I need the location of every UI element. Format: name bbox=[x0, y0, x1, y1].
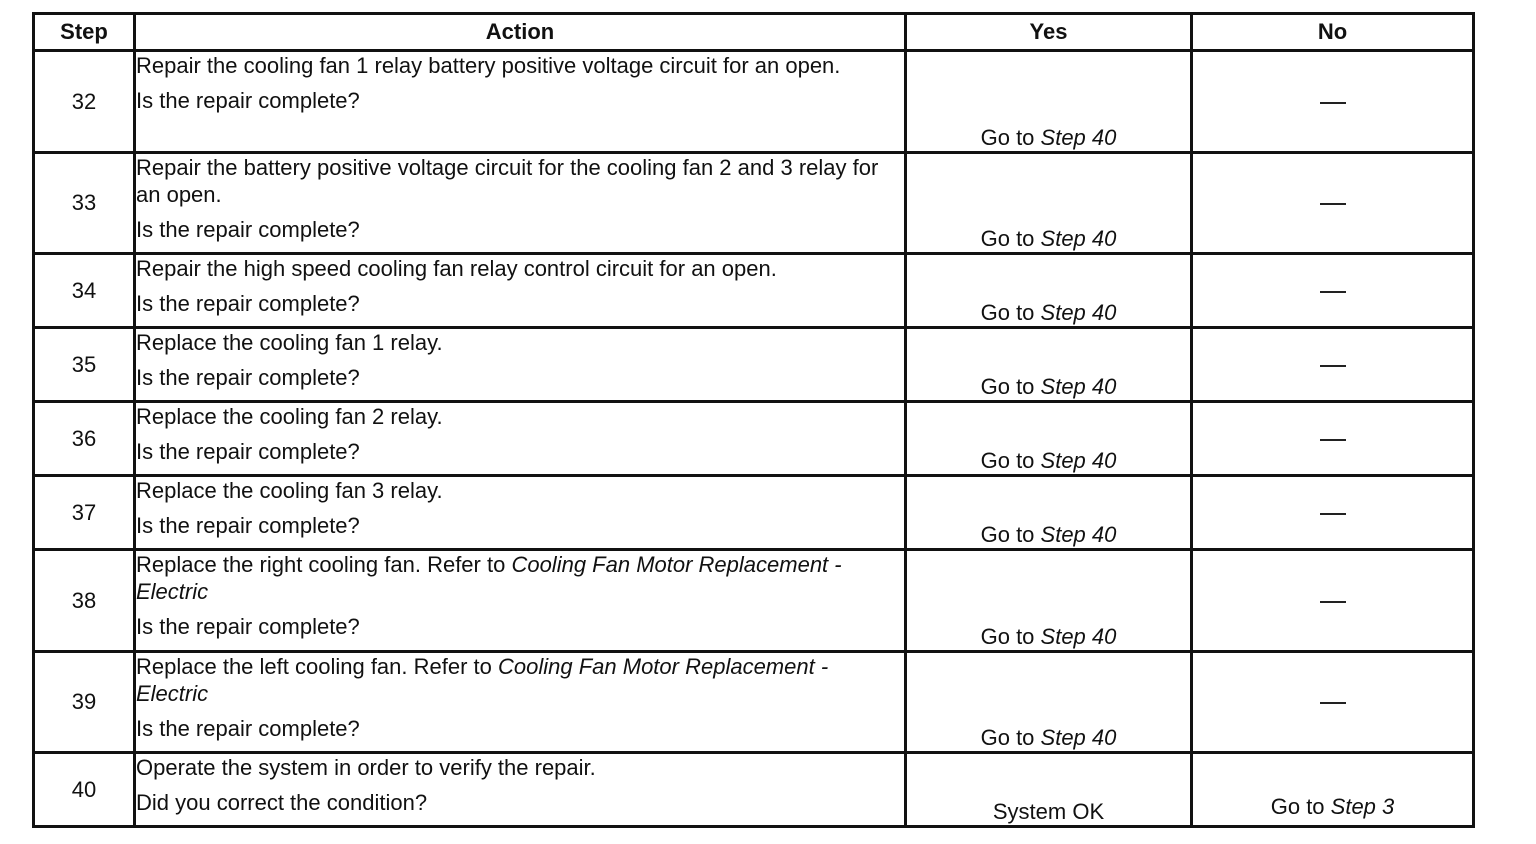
table-row bbox=[34, 254, 1474, 328]
action-question: Is the repair complete? bbox=[136, 513, 360, 538]
action-cell bbox=[135, 402, 906, 476]
header-step: Step bbox=[34, 14, 135, 51]
action-instruction-text: Replace the right cooling fan. Refer to bbox=[136, 552, 512, 577]
reference-link[interactable]: Cooling Fan Motor Replacement - Electric bbox=[136, 552, 842, 604]
action-instruction bbox=[136, 551, 904, 605]
action-cell bbox=[135, 753, 906, 827]
no-cell bbox=[1192, 254, 1474, 328]
reference-link[interactable]: Cooling Fan Motor Replacement - Electric bbox=[136, 654, 829, 706]
dash-icon bbox=[1320, 601, 1346, 603]
no-cell bbox=[1192, 153, 1474, 254]
dash-icon bbox=[1320, 513, 1346, 515]
header-no: No bbox=[1192, 14, 1474, 51]
action-question: Is the repair complete? bbox=[136, 291, 360, 316]
action-instruction: Repair the battery positive voltage circuit for the cooling fan 2 and 3 relay for an open. bbox=[136, 155, 879, 207]
action-cell bbox=[135, 652, 906, 753]
no-cell bbox=[1192, 550, 1474, 652]
step-number: 35 bbox=[34, 328, 135, 402]
yes-step-link[interactable]: Step 40 bbox=[1040, 300, 1117, 325]
yes-prefix: Go to bbox=[980, 522, 1041, 547]
dash-icon bbox=[1320, 365, 1346, 367]
yes-prefix: Go to bbox=[980, 374, 1041, 399]
action-question: Is the repair complete? bbox=[136, 614, 360, 639]
action-cell bbox=[135, 328, 906, 402]
action-cell bbox=[135, 51, 906, 153]
action-instruction: Operate the system in order to verify the repair. bbox=[136, 755, 596, 780]
dash-icon bbox=[1320, 439, 1346, 441]
yes-cell bbox=[906, 254, 1192, 328]
table-row bbox=[34, 328, 1474, 402]
table-row bbox=[34, 753, 1474, 827]
yes-prefix: Go to bbox=[980, 725, 1041, 750]
no-cell bbox=[1192, 402, 1474, 476]
action-instruction: Replace the cooling fan 2 relay. bbox=[136, 404, 443, 429]
yes-cell bbox=[906, 753, 1192, 827]
yes-cell bbox=[906, 402, 1192, 476]
action-question: Is the repair complete? bbox=[136, 439, 360, 464]
step-number: 38 bbox=[34, 550, 135, 652]
no-prefix: Go to bbox=[1270, 794, 1331, 819]
yes-step-link[interactable]: Step 40 bbox=[1040, 725, 1117, 750]
step-number: 39 bbox=[34, 652, 135, 753]
action-instruction-text: Replace the left cooling fan. Refer to bbox=[136, 654, 498, 679]
yes-cell bbox=[906, 153, 1192, 254]
dash-icon bbox=[1320, 102, 1346, 104]
action-instruction: Replace the cooling fan 3 relay. bbox=[136, 478, 443, 503]
action-cell bbox=[135, 476, 906, 550]
yes-step-link[interactable]: Step 40 bbox=[1040, 448, 1117, 473]
step-number: 40 bbox=[34, 753, 135, 827]
action-cell bbox=[135, 550, 906, 652]
action-instruction bbox=[136, 653, 904, 707]
step-number: 33 bbox=[34, 153, 135, 254]
yes-step-link[interactable]: Step 40 bbox=[1040, 226, 1117, 251]
no-cell bbox=[1192, 753, 1474, 827]
table-row bbox=[34, 476, 1474, 550]
yes-result: System OK bbox=[992, 799, 1105, 824]
yes-prefix: Go to bbox=[980, 300, 1041, 325]
no-cell bbox=[1192, 652, 1474, 753]
step-number: 36 bbox=[34, 402, 135, 476]
table-row bbox=[34, 550, 1474, 652]
no-step-link[interactable]: Step 3 bbox=[1330, 794, 1395, 819]
table-row bbox=[34, 402, 1474, 476]
header-yes: Yes bbox=[906, 14, 1192, 51]
table-row bbox=[34, 51, 1474, 153]
step-number: 37 bbox=[34, 476, 135, 550]
action-question: Is the repair complete? bbox=[136, 88, 360, 113]
dash-icon bbox=[1320, 203, 1346, 205]
no-cell bbox=[1192, 51, 1474, 153]
diagnostic-steps-table bbox=[32, 12, 1475, 828]
action-instruction: Replace the cooling fan 1 relay. bbox=[136, 330, 443, 355]
no-cell bbox=[1192, 328, 1474, 402]
yes-cell bbox=[906, 652, 1192, 753]
yes-prefix: Go to bbox=[980, 448, 1041, 473]
yes-cell bbox=[906, 328, 1192, 402]
yes-cell bbox=[906, 476, 1192, 550]
yes-step-link[interactable]: Step 40 bbox=[1040, 624, 1117, 649]
yes-prefix: Go to bbox=[980, 125, 1041, 150]
yes-step-link[interactable]: Step 40 bbox=[1040, 374, 1117, 399]
action-cell bbox=[135, 153, 906, 254]
action-cell bbox=[135, 254, 906, 328]
action-question: Is the repair complete? bbox=[136, 217, 360, 242]
no-cell bbox=[1192, 476, 1474, 550]
header-row bbox=[34, 14, 1474, 51]
table-row bbox=[34, 652, 1474, 753]
action-instruction: Repair the high speed cooling fan relay control circuit for an open. bbox=[136, 256, 777, 281]
action-question: Is the repair complete? bbox=[136, 716, 360, 741]
dash-icon bbox=[1320, 702, 1346, 704]
action-question: Did you correct the condition? bbox=[136, 790, 428, 815]
action-question: Is the repair complete? bbox=[136, 365, 360, 390]
yes-step-link[interactable]: Step 40 bbox=[1040, 125, 1117, 150]
step-number: 32 bbox=[34, 51, 135, 153]
yes-cell bbox=[906, 51, 1192, 153]
dash-icon bbox=[1320, 291, 1346, 293]
table-row bbox=[34, 153, 1474, 254]
yes-prefix: Go to bbox=[980, 624, 1041, 649]
step-number: 34 bbox=[34, 254, 135, 328]
header-action: Action bbox=[135, 14, 906, 51]
yes-step-link[interactable]: Step 40 bbox=[1040, 522, 1117, 547]
yes-cell bbox=[906, 550, 1192, 652]
yes-prefix: Go to bbox=[980, 226, 1041, 251]
action-instruction: Repair the cooling fan 1 relay battery positive voltage circuit for an open. bbox=[136, 53, 841, 78]
